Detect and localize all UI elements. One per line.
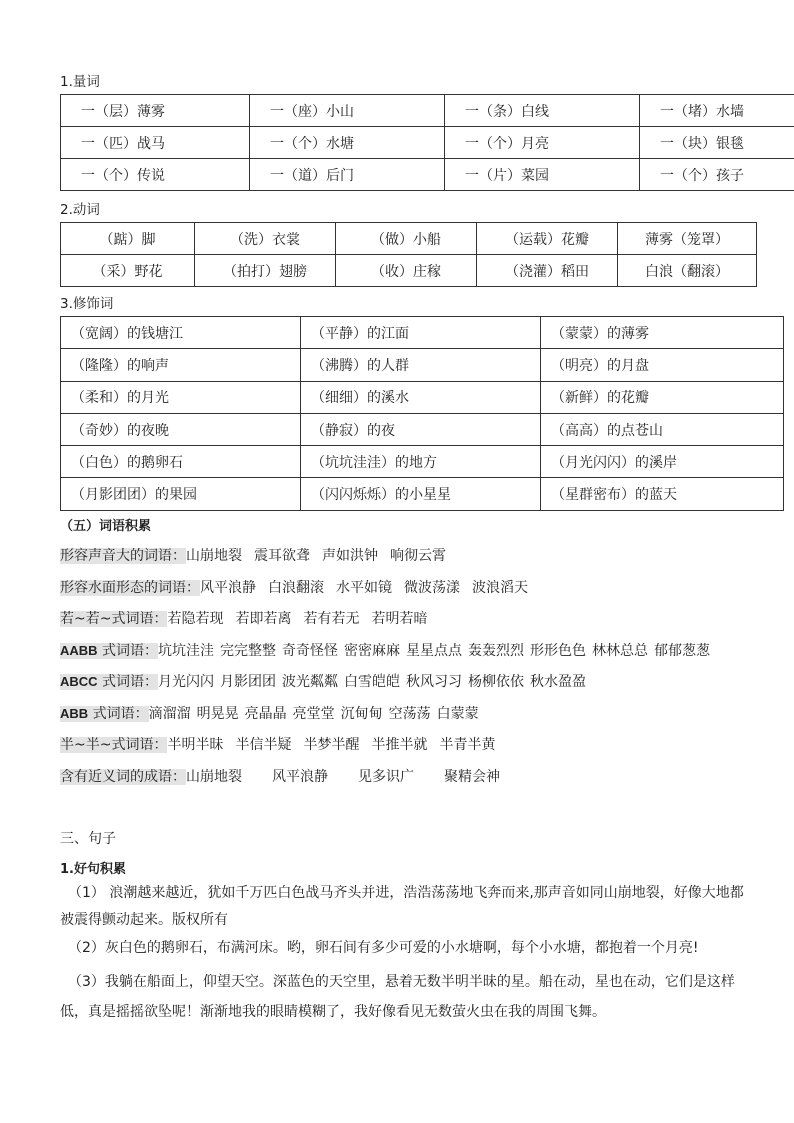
vocab-word: 微波荡漾 (404, 580, 460, 596)
vocab-line (60, 766, 530, 786)
vocab-category-label (60, 769, 186, 785)
table-cell: （闪闪烁烁）的小星星 (301, 478, 541, 510)
verbs-table (60, 222, 757, 287)
vocab-word: 波光粼粼 (282, 674, 339, 690)
sentence-paragraph-1: （1） 浪潮越来越近，犹如千万匹白色战马齐头并进，浩浩荡荡地飞奔而来,那声音如同山崩地裂，好像大地都被震得颤动起来。版权所有 (60, 885, 744, 928)
table-cell: 一（块）银毯 (640, 127, 794, 159)
sentences-title: 三、句子 (60, 831, 116, 847)
table-cell: （浇灌）稻田 (477, 255, 618, 287)
table-cell: （月影团团）的果园 (61, 478, 301, 510)
vocab-word: 杨柳依依 (468, 674, 525, 690)
vocab-word: 半青半黄 (439, 737, 496, 753)
modifiers-table (60, 316, 784, 511)
table-cell: （星群密布）的蓝天 (541, 478, 784, 510)
table-cell: （柔和）的月光 (61, 381, 301, 413)
vocab-word: 坑坑洼洼 (158, 643, 215, 659)
vocab-word: 半信半疑 (235, 737, 292, 753)
table-cell: 薄雾（笼罩） (618, 223, 757, 255)
vocab-label-text: 若~若~式词语： (60, 611, 168, 627)
vocab-word: 山崩地裂 (186, 769, 242, 785)
vocab-label-text: 形容声音大的词语： (60, 548, 186, 564)
vocab-word: 水平如镜 (336, 580, 392, 596)
table-row (61, 317, 784, 349)
table-row (61, 349, 784, 381)
vocab-word: 若有若无 (303, 611, 360, 627)
vocab-word: 白蒙蒙 (436, 706, 479, 722)
table-cell: 一（片）菜园 (445, 159, 640, 191)
table-cell: （月光闪闪）的溪岸 (541, 446, 784, 478)
vocab-pattern-code: ABCC (60, 674, 98, 689)
table-cell: 一（个）传说 (61, 159, 250, 191)
vocab-label-text: 式词语： (97, 643, 159, 659)
vocab-category-label (60, 674, 158, 690)
vocab-word: 亮晶晶 (244, 706, 287, 722)
vocab-label-text: 式词语： (97, 674, 159, 690)
table-cell: （平静）的江面 (301, 317, 541, 349)
table-cell: （坑坑洼洼）的地方 (301, 446, 541, 478)
vocab-line (60, 577, 540, 597)
vocab-word: 空荡荡 (388, 706, 431, 722)
vocab-category-label (60, 548, 186, 564)
vocab-line (60, 608, 439, 628)
vocab-pattern-code: ABB (60, 706, 89, 721)
table-cell: （做）小船 (336, 223, 477, 255)
table-row (61, 446, 784, 478)
vocab-category-label (60, 643, 158, 659)
vocab-word: 聚精会神 (444, 769, 500, 785)
vocab-label-text: 式词语： (88, 706, 149, 722)
vocab-category-label (60, 580, 200, 596)
vocab-word: 若即若离 (235, 611, 292, 627)
vocab-word: 风平浪静 (200, 580, 256, 596)
sentence-paragraph-3: （3）我躺在船面上，仰望天空。深蓝色的天空里，悬着无数半明半昧的星。船在动，星也在动，它们是这样低，真是摇摇欲坠呢！渐渐地我的眼睛模糊了，我好像看见无数萤火虫在我的周围飞舞。 (60, 974, 735, 1020)
vocab-line (60, 671, 592, 691)
table-cell: 一（层）薄雾 (61, 95, 250, 127)
table-cell: （运载）花瓣 (477, 223, 618, 255)
table-row (61, 223, 757, 255)
vocab-pattern-code: AABB (60, 643, 98, 658)
table-cell: 一（个）月亮 (445, 127, 640, 159)
table-cell: （采）野花 (61, 255, 195, 287)
vocab-line (60, 734, 507, 754)
measure-words-table (60, 94, 794, 191)
vocab-word: 白浪翻滚 (268, 580, 324, 596)
table-cell: （新鲜）的花瓣 (541, 381, 784, 413)
vocab-word: 秋水盈盈 (530, 674, 587, 690)
word-accumulation-title: （五）词语积累 (60, 519, 152, 534)
table-cell: （隆隆）的响声 (61, 349, 301, 381)
vocab-word: 林林总总 (592, 643, 649, 659)
vocab-word: 响彻云霄 (390, 548, 446, 564)
table-cell: （沸腾）的人群 (301, 349, 541, 381)
table-row (61, 413, 784, 445)
vocab-word: 亮堂堂 (292, 706, 335, 722)
section-measure-words-title: 1.量词 (60, 74, 100, 90)
vocab-word: 半梦半醒 (303, 737, 360, 753)
vocab-line (60, 545, 458, 565)
section-verbs-title: 2.动词 (60, 202, 100, 218)
vocab-line (60, 703, 485, 723)
vocab-word: 沉甸甸 (340, 706, 383, 722)
table-row (61, 95, 794, 127)
vocab-word: 轰轰烈烈 (468, 643, 525, 659)
vocab-word: 若隐若现 (167, 611, 224, 627)
table-cell: 一（条）白线 (445, 95, 640, 127)
table-row (61, 478, 784, 510)
vocab-category-label (60, 737, 167, 753)
table-cell: （奇妙）的夜晚 (61, 413, 301, 445)
vocab-line (60, 640, 716, 660)
vocab-word: 滴溜溜 (148, 706, 191, 722)
table-cell: 一（个）水塘 (250, 127, 445, 159)
vocab-word: 明晃晃 (196, 706, 239, 722)
sentence-paragraph-2: （2）灰白色的鹅卵石，布满河床。哟，卵石间有多少可爱的小水塘啊，每个小水塘，都抱着一个月亮! (68, 940, 699, 956)
vocab-word: 风平浪静 (272, 769, 328, 785)
vocab-word: 半明半昧 (167, 737, 224, 753)
table-row (61, 255, 757, 287)
vocab-word: 声如洪钟 (322, 548, 378, 564)
vocab-category-label (60, 611, 167, 627)
vocab-label-text: 半~半~式词语： (60, 737, 168, 753)
table-row (61, 159, 794, 191)
table-cell: 一（个）孩子 (640, 159, 794, 191)
vocab-word: 波浪滔天 (472, 580, 528, 596)
vocab-word: 星星点点 (406, 643, 463, 659)
table-cell: 一（堵）水墙 (640, 95, 794, 127)
vocab-word: 月影团团 (220, 674, 277, 690)
vocab-label-text: 含有近义词的成语： (60, 769, 186, 785)
table-cell: （踮）脚 (61, 223, 195, 255)
table-cell: （宽阔）的钱塘江 (61, 317, 301, 349)
section-modifiers-title: 3.修饰词 (60, 296, 114, 312)
vocab-word: 震耳欲聋 (254, 548, 310, 564)
table-cell: （白色）的鹅卵石 (61, 446, 301, 478)
vocab-word: 白雪皑皑 (344, 674, 401, 690)
vocab-word: 完完整整 (220, 643, 277, 659)
vocab-word: 郁郁葱葱 (654, 643, 711, 659)
table-cell: （明亮）的月盘 (541, 349, 784, 381)
vocab-word: 若明若暗 (371, 611, 428, 627)
table-cell: （细细）的溪水 (301, 381, 541, 413)
vocab-word: 秋风习习 (406, 674, 463, 690)
table-cell: （收）庄稼 (336, 255, 477, 287)
vocab-word: 密密麻麻 (344, 643, 401, 659)
table-cell: （洗）衣裳 (195, 223, 336, 255)
table-row (61, 127, 794, 159)
table-cell: 一（道）后门 (250, 159, 445, 191)
vocab-word: 见多识广 (358, 769, 414, 785)
table-cell: （静寂）的夜 (301, 413, 541, 445)
table-cell: 一（匹）战马 (61, 127, 250, 159)
table-cell: 白浪（翻滚） (618, 255, 757, 287)
vocab-category-label (60, 706, 149, 722)
table-cell: （拍打）翅膀 (195, 255, 336, 287)
good-sentences-subtitle: 1.好句积累 (60, 862, 126, 877)
vocab-word: 山崩地裂 (186, 548, 242, 564)
table-cell: 一（座）小山 (250, 95, 445, 127)
vocab-word: 月光闪闪 (158, 674, 215, 690)
vocab-word: 半推半就 (371, 737, 428, 753)
table-cell: （高高）的点苍山 (541, 413, 784, 445)
table-row (61, 381, 784, 413)
vocab-label-text: 形容水面形态的词语： (60, 580, 200, 596)
vocab-word: 形形色色 (530, 643, 587, 659)
table-cell: （蒙蒙）的薄雾 (541, 317, 784, 349)
vocab-word: 奇奇怪怪 (282, 643, 339, 659)
